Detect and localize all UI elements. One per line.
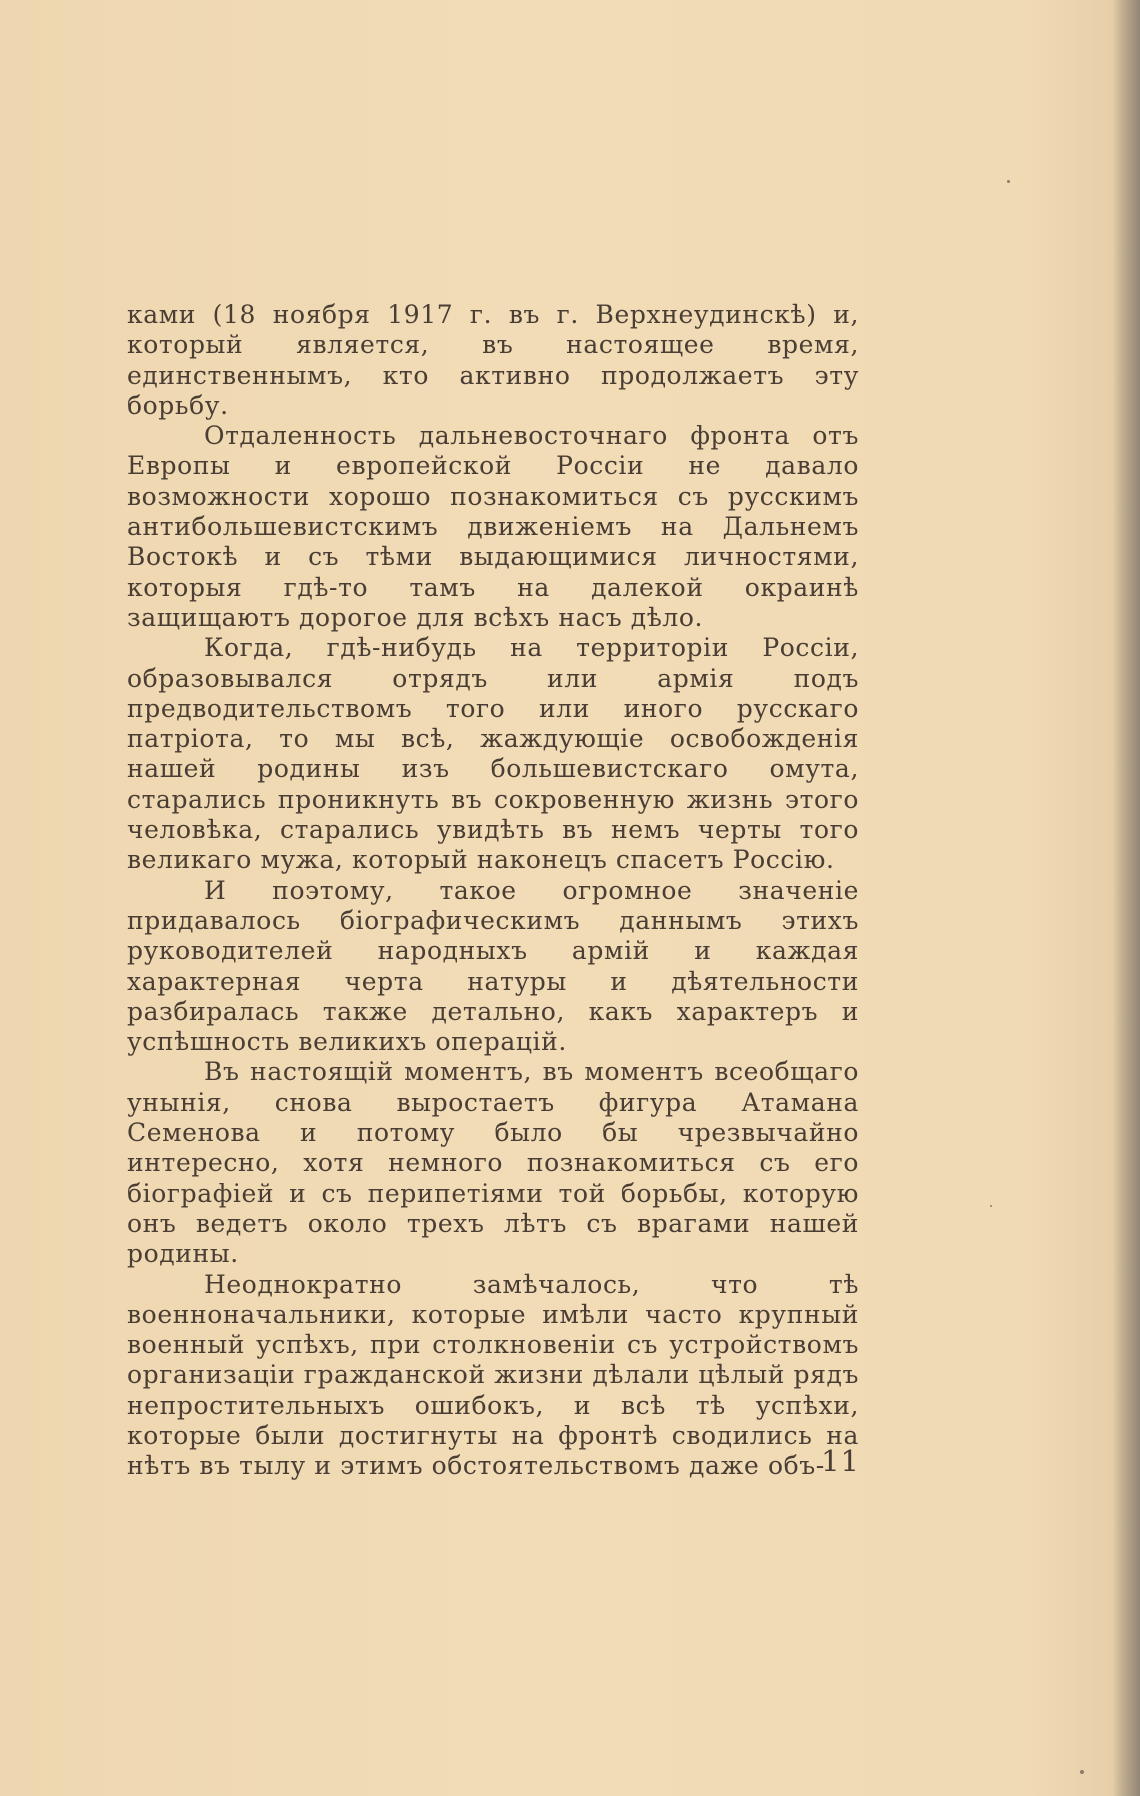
- paper-speck: [1080, 1770, 1084, 1774]
- body-text: [127, 300, 859, 1482]
- page-number: 11: [821, 1444, 860, 1478]
- book-spine-shadow: [1112, 0, 1140, 1796]
- paragraph: Отдаленность дальневосточнаго фронта отъ Европы и европейской Россіи не давало возможности хорошо познакомиться съ русскимъ антибольшевистскимъ движеніемъ на Дальнемъ Востокѣ и съ тѣми выдающимися личностями, которыя гдѣ-то тамъ на далекой окраинѣ защищаютъ дорогое для всѣхъ насъ дѣло.: [127, 421, 859, 632]
- paragraph: И поэтому, такое огромное значеніе придавалось біографическимъ даннымъ этихъ руководителей народныхъ армій и каждая характерная черта натуры и дѣятельности разбиралась также детально, какъ характеръ и успѣшность великихъ операцій.: [127, 875, 859, 1057]
- paragraph: Неоднократно замѣчалось, что тѣ военноначальники, которые имѣли часто крупный военный успѣхъ, при столкновеніи съ устройствомъ организаціи гражданской жизни дѣлали цѣлый рядъ непростительныхъ ошибокъ, и всѣ тѣ успѣхи, которые были достигнуты на фронтѣ сводились на нѣтъ въ тылу и этимъ обстоятельствомъ даже объ-: [127, 1269, 859, 1481]
- paper-speck: [990, 1205, 992, 1207]
- paper-speck: [1007, 180, 1010, 183]
- paragraph: Въ настоящій моментъ, въ моментъ всеобщаго унынія, снова выростаетъ фигура Атамана Семенова и потому было бы чрезвычайно интересно, хотя немного познакомиться съ его біографіей и съ перипетіями той борьбы, которую онъ ведетъ около трехъ лѣтъ съ врагами нашей родины.: [127, 1057, 859, 1269]
- paragraph: ками (18 ноября 1917 г. въ г. Верхнеудинскѣ) и, который является, въ настоящее время, единственнымъ, кто активно продолжаетъ эту борьбу.: [127, 300, 859, 420]
- paragraph: Когда, гдѣ-нибудь на территоріи Россіи, образовывался отрядъ или армія подъ предводительствомъ того или иного русскаго патріота, то мы всѣ, жаждующіе освобожденія нашей родины изъ большевистскаго омута, старались проникнуть въ сокровенную жизнь этого человѣка, старались увидѣть въ немъ черты того великаго мужа, который наконецъ спасетъ Россію.: [127, 633, 859, 875]
